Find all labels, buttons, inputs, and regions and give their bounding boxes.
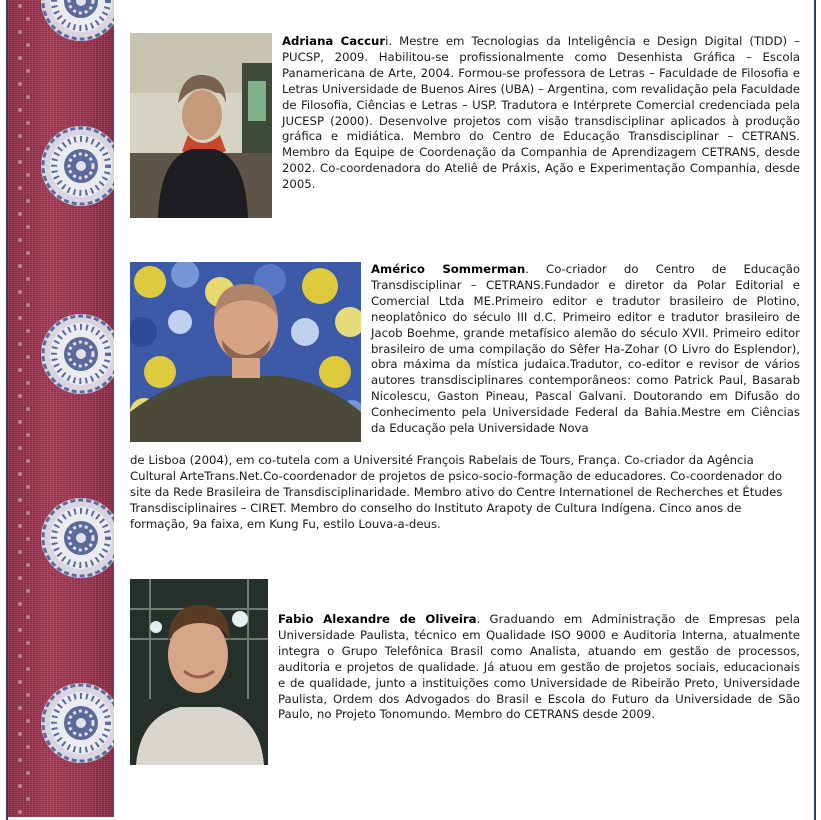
- bio-text: . Graduando em Administração de Empresas pela Universidade Paulista, técnico em Qualidade ISO 9000 e Auditoria Interna, atualmente integra o Grupo Telefônica Brasil como Analista, atuando em gestão de processos, auditoria e projetos de qualidade. Já atuou em gestão de projetos sociais, educacionais e de qualidade, junto a instituições como Universidade de Ribeirão Preto, Universidade Paulista, Ordem dos Advogados do Brasil e Escola do Futuro da Universidade de São Paulo, no Projeto Tonomundo. Membro do CETRANS desde 2009.: [278, 612, 800, 722]
- bio-fabio: [278, 612, 800, 723]
- bio-americo-top: [371, 262, 800, 437]
- circle-motif-icon: [38, 0, 114, 44]
- profile-photo-adriana: [130, 33, 272, 218]
- person-name: Américo Sommerman: [371, 262, 526, 276]
- decorative-fabric-border: [8, 0, 114, 817]
- bio-text: de Lisboa (2004), em co-tutela com a Université François Rabelais de Tours, França. Co-criador da Agência Cultural ArteTrans.Net.Co-coordenador de projetos de psico-socio-formação de educadores. Co-coordenador do site da Rede Brasileira de Transdisciplinaridade. Membro ativo do Centre Internationel de Recherches et Études Transdisciplinaires – CIRET. Membro do conselho do Instituto Arapoty de Cultura Indígena. Cinco anos de formação, 9a faixa, em Kung Fu, estilo Louva-a-deus.: [130, 453, 783, 531]
- circle-motif-icon: [38, 680, 114, 766]
- profile-photo-fabio: [130, 579, 268, 765]
- circle-motif-icon: [38, 495, 114, 581]
- bio-text: . Co-criador do Centro de Educação Transdisciplinar – CETRANS.Fundador e diretor da Polar Editorial e Comercial Ltda ME.Primeiro editor e tradutor brasileiro de Plotino, neoplatônico do século III d.C. Primeiro editor e tradutor brasileiro de Jacob Boehme, grande metafísico alemão do século XVII. Primeiro editor brasileiro de uma compilação do Sêfer Ha-Zohar (O Livro do Esplendor), obra máxima da mística judaica.Tradutor, co-editor e revisor de vários autores transdisciplinares contemporâneos: como Patrick Paul, Basarab Nicolescu, Gaston Pineau, Pascal Galvani. Doutorando em Difusão do Conhecimento pela Universidade Federal da Bahia.Mestre em Ciências da Educação pela Universidade Nova: [371, 262, 801, 436]
- name-tail: i: [385, 34, 389, 48]
- bio-adriana: [282, 34, 800, 193]
- profile-photo-americo: [130, 262, 361, 442]
- person-name: Adriana Caccur: [282, 34, 386, 48]
- bio-text: . Mestre em Tecnologias da Inteligência e Design Digital (TIDD) – PUCSP, 2009. Habilitou-se profissionalmente como Desenhista Gráfica – Escola Panamericana de Arte, 2004. Formou-se professora de Letras – Faculdade de Filosofia e Letras Universidade de Buenos Aires (UBA) – Argentina, com revalidação pela Faculdade de Filosofia, Ciências e Letras – USP. Tradutora e Intérprete Comercial credenciada pela JUCESP (2000). Desenvolve projetos com visão transdisciplinar aplicados à produção gráfica e midiática. Membro do Centro de Educação Transdisciplinar – CETRANS. Membro da Equipe de Coordenação da Companhia de Aprendizagem CETRANS, desde 2002. Co-coordenadora do Ateliê de Práxis, Ação e Experimentação Companhia, desde 2005.: [282, 34, 800, 192]
- person-name: Fabio Alexandre de Oliveira: [278, 612, 477, 626]
- bio-americo-bottom: [130, 453, 800, 533]
- dot-pattern: [14, 0, 34, 817]
- circle-motif-icon: [38, 123, 114, 209]
- circle-motif-icon: [38, 311, 114, 397]
